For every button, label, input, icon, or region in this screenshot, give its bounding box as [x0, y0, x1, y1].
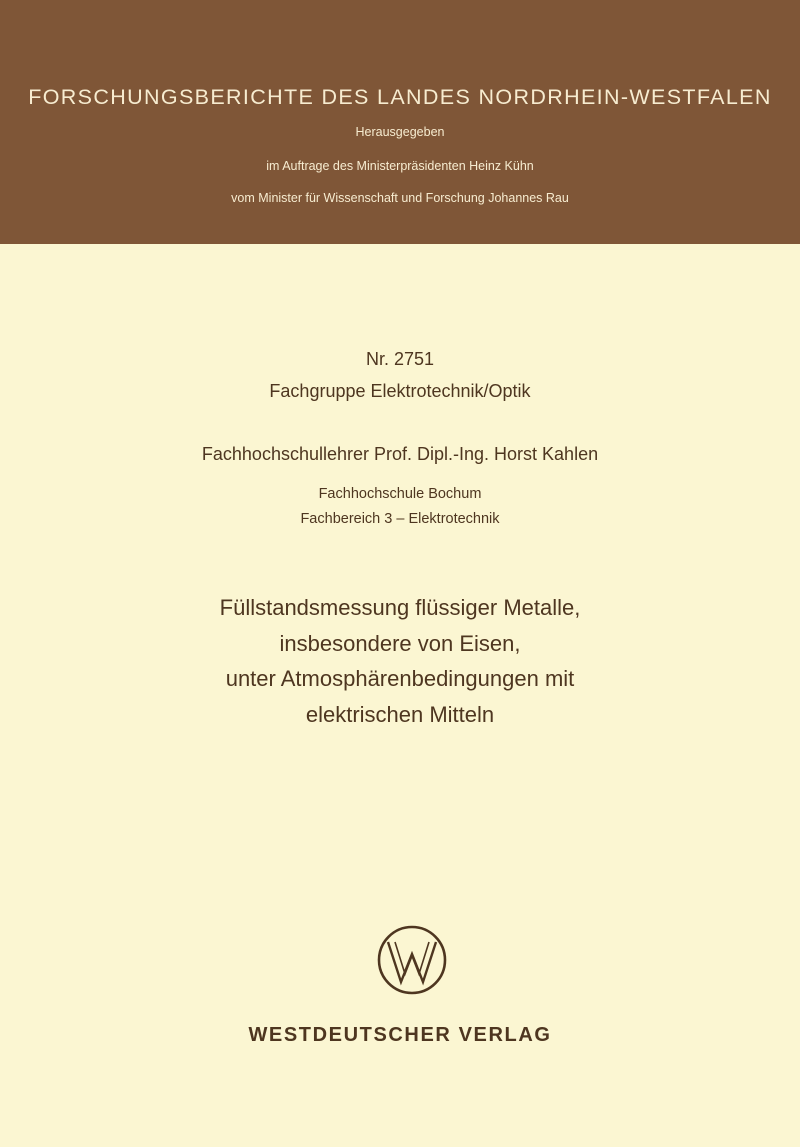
author-department: Fachbereich 3 – Elektrotechnik — [300, 511, 500, 527]
report-number: Nr. 2751 — [365, 349, 435, 369]
header-line-published: Herausgegeben — [355, 125, 445, 139]
author-institution: Fachhochschule Bochum — [318, 486, 482, 502]
title-line: unter Atmosphärenbedingungen mit — [225, 666, 575, 691]
series-title: FORSCHUNGSBERICHTE DES LANDES NORDRHEIN-WESTFALEN — [28, 85, 772, 109]
westdeutscher-verlag-logo-icon — [376, 924, 448, 996]
header-line-minister: vom Minister für Wissenschaft und Forschung Johannes Rau — [231, 191, 569, 205]
publisher-name: WESTDEUTSCHER VERLAG — [248, 1024, 552, 1046]
author-name: Fachhochschullehrer Prof. Dipl.-Ing. Horst Kahlen — [201, 444, 599, 464]
report-group: Fachgruppe Elektrotechnik/Optik — [269, 381, 531, 401]
title-line: elektrischen Mitteln — [305, 701, 495, 727]
title-line: insbesondere von Eisen, — [279, 630, 521, 656]
header-band — [0, 0, 800, 244]
title-line: Füllstandsmessung flüssiger Metalle, — [219, 595, 581, 620]
report-title — [0, 590, 800, 732]
header-line-commission: im Auftrage des Ministerpräsidenten Heinz Kühn — [266, 159, 534, 173]
